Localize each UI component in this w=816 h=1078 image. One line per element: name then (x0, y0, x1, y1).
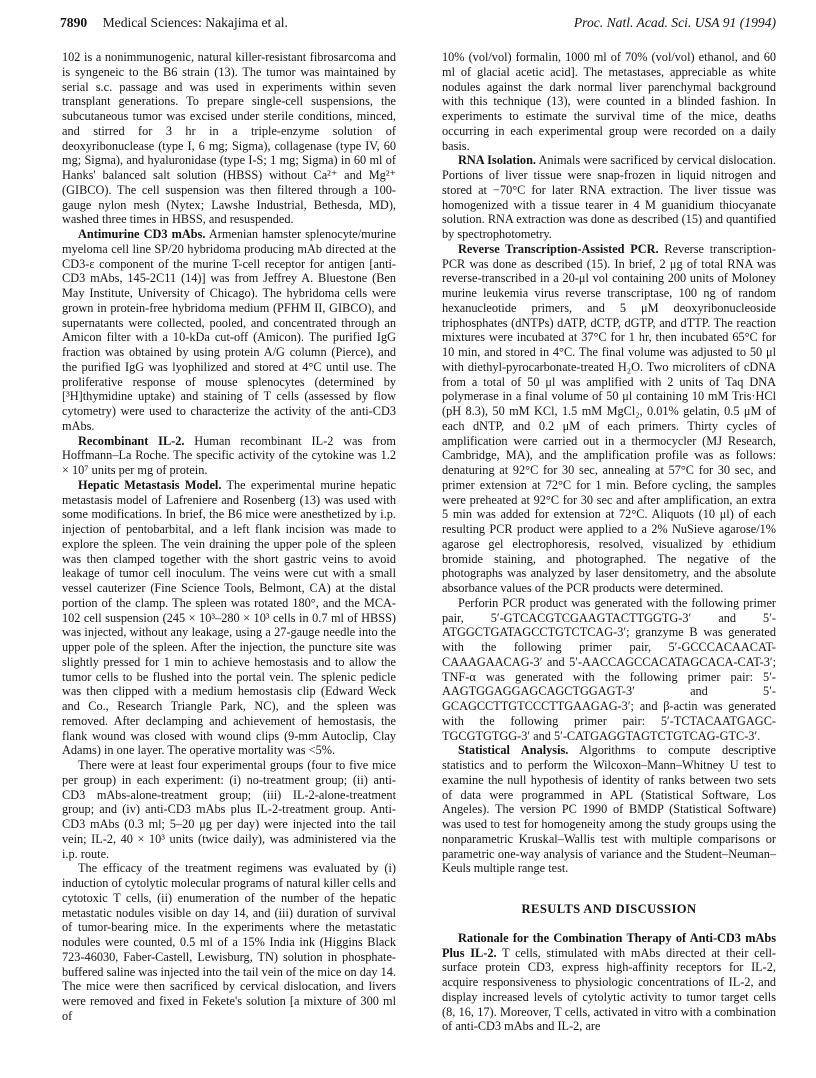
running-head (60, 15, 776, 35)
paragraph (62, 478, 396, 758)
subsection-heading: Rationale for the Combination Therapy of Anti-CD3 mAbs Plus IL-2. (442, 930, 776, 960)
subsection-heading: Hepatic Metastasis Model. (78, 477, 222, 492)
journal-citation: Proc. Natl. Acad. Sci. USA 91 (1994) (573, 15, 776, 30)
page-number: 7890 (60, 15, 88, 30)
paragraph-text: Human recombinant IL-2 was from Hoffmann–La Roche. The specific activity of the cytokine was 1.2 × 10⁷ units per mg of protein. (62, 433, 396, 477)
section-and-authors: Medical Sciences: Nakajima et al. (102, 15, 288, 30)
paragraph: The efficacy of the treatment regimens was evaluated by (i) induction of cytolytic molecular programs of natural killer cells and cytotoxic T cells, (ii) enumeration of the number of the hepatic metastatic nodules visible on day 14, and (iii) duration of survival of tumor-bearing mice. In the experiments where the metastatic nodules were counted, 0.5 ml of a 15% India ink (Higgins Black 723-46030, Faber-Castell, Lewisburg, TN) solution in phosphate-buffered saline was injected into the tail vein of the mice on day 14. The mice were then sacrificed by cervical dislocation, and livers were removed and fixed in Fekete's solution [a mixture of 300 ml of (62, 861, 396, 1023)
right-column (442, 50, 776, 1034)
subsection-heading: Antimurine CD3 mAbs. (78, 227, 206, 241)
subsection-heading: Statistical Analysis. (458, 743, 569, 758)
paragraph: 102 is a nonimmunogenic, natural killer-resistant fibrosarcoma and is syngeneic to the B6 strain (13). The tumor was maintained by serial s.c. passage and was used in experiments within seven transplant generations. To prepare single-cell suspensions, the subcutaneous tumor was excised under sterile conditions, minced, and stirred for 3 hr in a triple-enzyme solution of deoxyribonuclease (type I, 6 mg; Sigma), collagenase (type IV, 60 mg; Sigma), and hyaluronidase (type I-S; 1 mg; Sigma) in 60 ml of Hanks' balanced salt solution (HBSS) without Ca²⁺ and Mg²⁺ (GIBCO). The cell suspension was then filtered through a 100-gauge nylon mesh (Nytex; Lawshe Industrial, Bethesda, MD), washed three times in HBSS, and resuspended. (62, 50, 396, 227)
paragraph-text: Animals were sacrificed by cervical dislocation. Portions of liver tissue were snap-frozen in liquid nitrogen and stored at −70°C for later RNA extraction. The liver tissue was homogenized with a tissue tearer in 4 M guanidium thiocyanate solution. RNA extraction was done as described (15) and quantified by spectrophotometry. (442, 153, 776, 241)
paragraph-text: Armenian hamster splenocyte/murine myeloma cell line SP/20 hybridoma producing mAb directed at the CD3-ε component of the murine T-cell receptor for antigen [anti-CD3 mAbs, 145-2C11 (14)] was from Jeffrey A. Bluestone (Ben May Institute, University of Chicago). The hybridoma cells were grown in protein-free hybridoma medium (PFHM II, GIBCO), and supernatants were collected, pooled, and concentrated through an Amicon filter with a 10-kDa cut-off (Amicon). The purified IgG fraction was obtained by using protein A/G column (Pierce), and the purified IgG was lyophilized and stored at 4°C until use. The proliferative response of mouse splenocytes (determined by [³H]thymidine uptake) and staining of T cells (assessed by flow cytometry) were used to characterize the activity of the anti-CD3 mAbs. (62, 227, 396, 433)
paragraph (442, 931, 776, 1034)
paragraph (442, 242, 776, 596)
paragraph-text: Reverse transcription-PCR was done as described (15). In brief, 2 μg of total RNA was reverse-transcribed in a 20-μl vol containing 200 units of Moloney murine leukemia virus reverse transcriptase, 100 ng of random hexanucleotide primers, and 5 μM deoxyribonucleoside triphosphates (dNTPs) dATP, dCTP, dGTP, and dTTP. The reaction mixtures were incubated at 37°C for 1 hr, then incubated 65°C for 10 min, and stored in 4°C. The final volume was adjusted to 50 μl with diethyl-pyrocarbonate-treated H₂O. Two microliters of cDNA from a total of 50 μl was amplified with 2 units of Taq DNA polymerase in a final volume of 50 μl containing 10 mM Tris·HCl (pH 8.3), 50 mM KCl, 1.5 mM MgCl₂, 0.01% gelatin, 0.5 μM of each dNTP, and 0.2 μM of each primers. Thirty cycles of amplification were carried out in a thermocycler (MJ Research, Cambridge, MA), and the amplification profile was as follows: denaturing at 92°C for 30 sec, annealing at 57°C for 30 sec, and primer extension at 72°C for 1 min. Before cycling, the samples were preheated at 92°C for 30 sec and after amplification, an extra 5 min was added for extension at 72°C. Aliquots (10 μl) of each resulting PCR product were applied to a 2% NuSieve agarose/1% agarose gel electrophoresis, resolved, visualized by ethidium bromide staining, and photographed. The negative of the photographs was analyzed by laser densitometry, and the absolute absorbance values of the PCR products were determined. (442, 241, 776, 595)
subsection-heading: Recombinant IL-2. (78, 433, 185, 448)
subsection-heading: RNA Isolation. (458, 153, 536, 168)
paragraph: There were at least four experimental groups (four to five mice per group) in each experiment: (i) no-treatment group; (ii) anti-CD3 mAbs-alone-treatment group; (iii) IL-2-alone-treatment group; and (iv) anti-CD3 mAbs plus IL-2-treatment group. Anti-CD3 mAbs (0.3 ml; 5–20 μg per day) were injected into the tail vein; IL-2, 40 × 10³ units (twice daily), was administered via the i.p. route. (62, 758, 396, 861)
section-heading: RESULTS AND DISCUSSION (521, 902, 697, 916)
paragraph (442, 743, 776, 876)
paragraph: 10% (vol/vol) formalin, 1000 ml of 70% (vol/vol) ethanol, and 60 ml of glacial acetic acid]. The metastases, appreciable as white nodules against the dark normal liver parenchymal background with this technique (13), were counted in a blinded fashion. In experiments to estimate the survival time of the mice, deaths occurring in each experimental group were recorded on a daily basis. (442, 50, 776, 153)
paragraph-text: T cells, stimulated with mAbs directed at their cell-surface protein CD3, express high-affinity receptors for IL-2, acquire responsiveness to physiologic concentrations of IL-2, and display increased levels of cytolytic activity to tumor target cells (8, 16, 17). Moreover, T cells, activated in vitro with a combination of anti-CD3 mAbs and IL-2, are (442, 945, 776, 1034)
paragraph (62, 434, 396, 478)
running-head-left (60, 15, 288, 31)
left-column (62, 50, 396, 1024)
paragraph (62, 227, 396, 434)
paragraph-text: Algorithms to compute descriptive statistics and to perform the Wilcoxon–Mann–Whitney U test to examine the null hypothesis of identity of ranks between two sets of data were programmed in APL (Statistical Software, Los Angeles). The version PC 1990 of BMDP (Statistical Software) was used to test for homogeneity among the study groups using the nonparametric Kruskal–Wallis test with multiple comparisons or parametric one-way analysis of variance and the Student–Neuman–Keuls multiple range test. (442, 743, 776, 876)
paragraph: Perforin PCR product was generated with the following primer pair, 5′-GTCACGTCGAAGTACTTGGTG-3′ and 5′-ATGGCTGATAGCCTGTCTCAG-3′; granzyme B was generated with the following primer pair, 5′-GCCCACAACAT-CAAAGAACAG-3′ and 5′-AACCAGCCACATAGCACA-CAT-3′; TNF-α was generated with the following primer pair: 5′-AAGTGGAGGAGCAGCTGGAGT-3′ and 5′-GCAGCCTTGTCCCTTGAAGAG-3′; and β-actin was generated with the following primer pair: 5′-TCTACAATGAGC-TGCGTGTGG-3′ and 5′-CATGAGGTAGTCTGTCAG-GTC-3′. (442, 595, 776, 743)
paragraph-text: The experimental murine hepatic metastasis model of Lafreniere and Rosenberg (13) was used with some modifications. In brief, the B6 mice were anesthetized by i.p. injection of pentobarbital, and a left flank incision was made to explore the spleen. The vein draining the upper pole of the spleen was then clamped together with the short gastric veins to avoid leakage of tumor cell inoculum. The veins were cut with a small vessel cauterizer (Fine Science Tools, Belmont, CA) at the distal portion of the clamp. The spleen was rotated 180°, and the MCA-102 cell suspension (245 × 10³–280 × 10³ cells in 0.7 ml of HBSS) was injected, without any leakage, using a 27-gauge needle into the upper pole of the spleen. After the injection, the puncture site was slightly pressed for 1 min to achieve hemostasis and to allow the tumor cells to be flushed into the portal vein. The splenic pedicle was then clipped with a medium hemostasis clip (Edward Weck and Co., Research Triangle Park, NC), and the spleen was removed. After declamping and achievement of hemostasis, the flank wound was closed with wound clips (9-mm Autoclip, Clay Adams) in one layer. The operative mortality was <5%. (62, 477, 396, 758)
subsection-heading: Reverse Transcription-Assisted PCR. (458, 241, 659, 256)
paragraph (442, 153, 776, 242)
